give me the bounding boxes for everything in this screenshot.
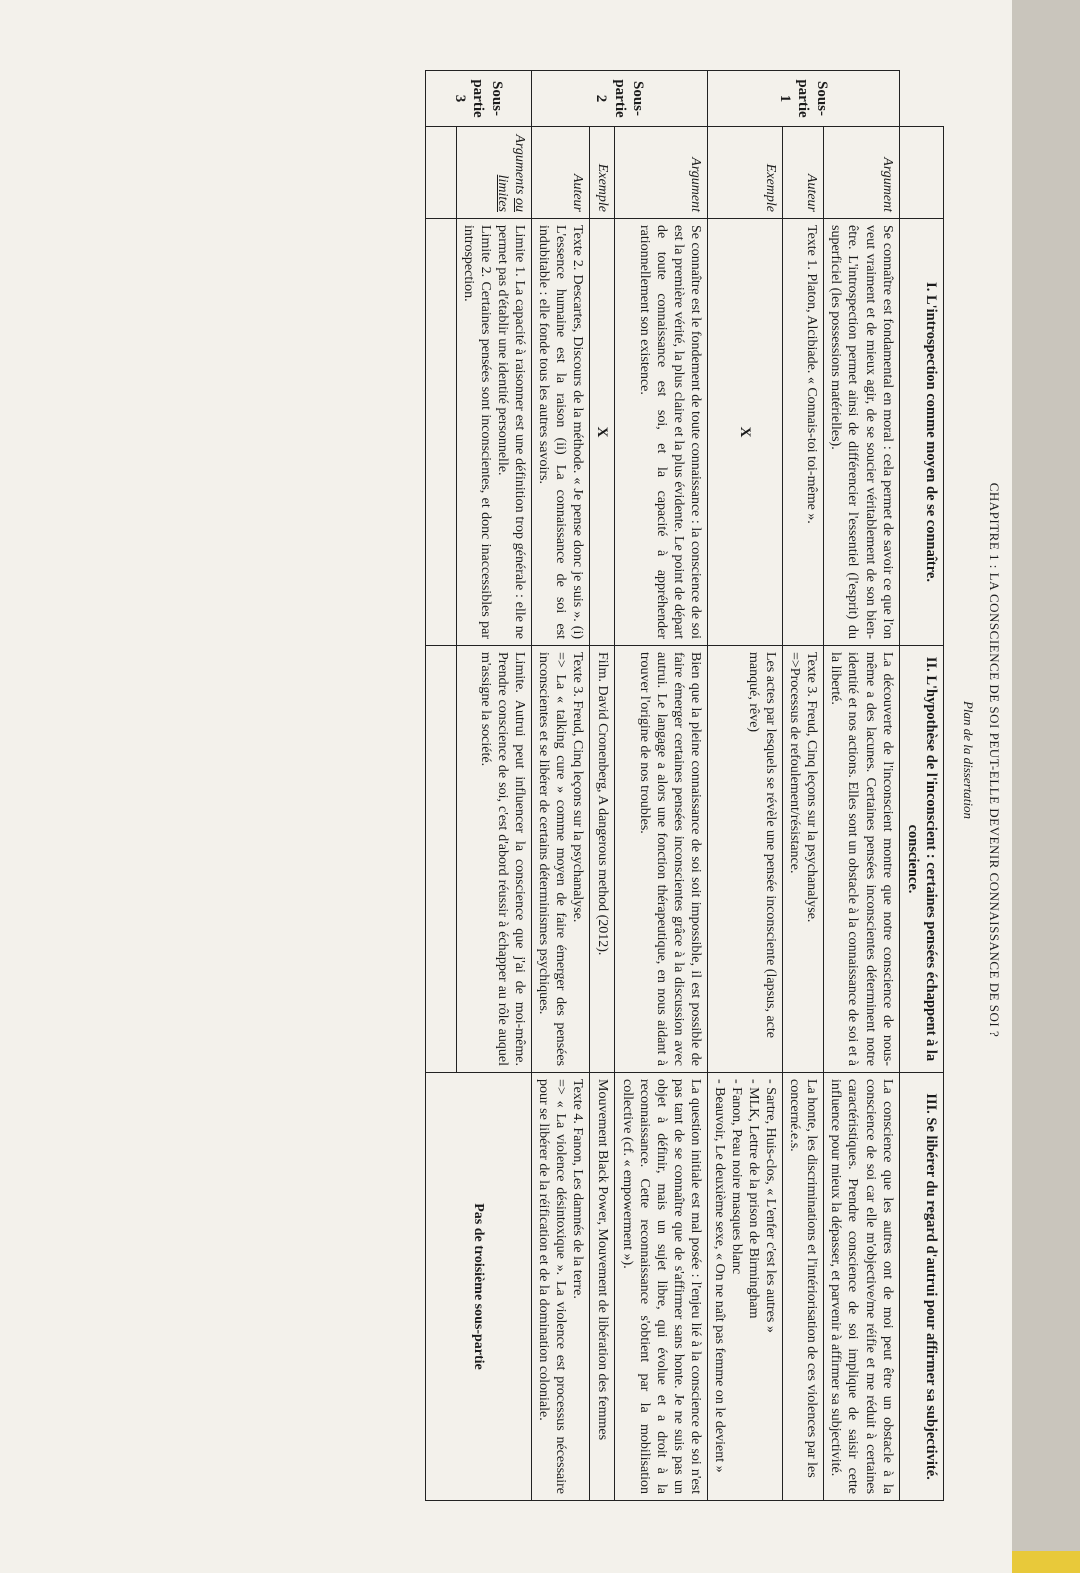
example-fanon: - Fanon, Peau noire masques blanc [729,1079,744,1275]
row-label-exemple: Exemple [707,127,782,219]
header-row [899,71,943,1501]
cell-sp3-limites-2: Limite. Autrui peut influencer la conscience que j'ai de moi-même. Prendre conscience de soi, c'est d'abord réussir à échapper au rôle auquel m'assigne la société. [456,646,531,1073]
document-title: CHAPITRE 1 : LA CONSCIENCE DE SOI PEUT-ELLE DEVENIR CONNAISSANCE DE SOI ? [987,482,1002,1038]
page-edge [1012,0,1080,1573]
column-header-1: I. L'introspection comme moyen de se connaître. [899,219,943,646]
sp2-auteur-row [531,71,589,1501]
freud-note: =>Processus de refoulement/résistance. [787,652,803,874]
row-label-auteur: Auteur [783,127,824,219]
cell-sp1-exemple-1: X [707,219,782,646]
cell-sp2-argument-3: La question initiale est mal posée : l'enjeu lié à la conscience de soi n'est pas tant de se connaître que de s'affirmer sans honte. Je ne suis pas un objet à définir, mais un sujet libre, qui évolue et a droit à la reconnaissance. Cette reconnaissance s'obtient par la mobilisation collective (cf. « empowerment »). [615,1073,707,1501]
row-label-auteur-2: Auteur [531,127,589,219]
limite-1: Limite 1. La capacité à raisonner est une définition trop générale : elle ne permet pas d'établir une identité personnelle. [494,225,527,639]
cell-sp2-exemple-2: Film. David Cronenberg, A dangerous method (2012). [590,646,615,1073]
cell-sp1-auteur-1: Texte 1. Platon, Alcibiade. « Connais-toi toi-même ». [783,219,824,646]
cell-sp2-auteur-3 [531,1073,589,1501]
sp2-exemple-row [590,71,615,1501]
cell-sp2-auteur-1: Texte 2. Descartes, Discours de la méthode. « Je pense donc je suis ». (i) L'essence humaine est la raison (ii) La connaissance de soi est indubitable : elle fonde tous les autres savoirs. [531,219,589,646]
row-label-limites: Arguments ou limites [456,127,531,219]
freud-text-ref-2: Texte 3. Freud, Cinq leçons sur la psychanalyse. [570,652,586,923]
sous-partie-1-label: Sous-partie 1 [707,71,899,127]
freud-text-ref: Texte 3. Freud, Cinq leçons sur la psychanalyse. [804,652,820,923]
document-subtitle: Plan de la dissertation [961,700,976,820]
cell-sp1-auteur-2 [783,646,824,1073]
example-sartre: - Sartre, Huis-clos, « L'enfer c'est les autres » [763,1079,779,1333]
cell-sp1-argument-3: La conscience que les autres ont de moi peut être un obstacle à la conscience de soi car elle m'objective/me réifie et me réduit à certaines caractéristiques. Prendre conscience de soi implique de saisir cette influence pour mieux la dépasser, et parvenir à affirmer sa subjectivité. [824,1073,899,1501]
sous-partie-3-label: Sous-partie 3 [425,71,531,127]
sp1-auteur-row [783,71,824,1501]
dissertation-plan-table [425,70,944,1501]
sp3-limites-row [456,71,531,1501]
row-label-argument-2: Argument [615,127,707,219]
column-header-2: II. L'hypothèse de l'inconscient : certaines pensées échappent à la conscience. [899,646,943,1073]
cell-sp1-argument-1: Se connaître est fondamental en moral : cela permet de savoir ce que l'on veut vraiment et de mieux agir, de se soucier véritablement de son bien-être. L'introspection permet ainsi de différencier l'essentiel (l'esprit) du superficiel (les possessions matérielles). [824,219,899,646]
cell-sp1-auteur-3: La honte, les discriminations et l'intériorisation de ces violences par les concerné.e.s. [783,1073,824,1501]
row-label-exemple-2: Exemple [590,127,615,219]
sp1-argument-row [824,71,899,1501]
example-mlk: - MLK, Lettre de la prison de Birmingham [746,1079,762,1319]
cell-sp2-argument-1: Se connaître est le fondement de toute connaissance : la conscience de soi est la première vérité, la plus claire et la plus évidente. Le point de départ de toute connaissance est soi, et la capacité à appréhender rationnellement son existence. [615,219,707,646]
cell-sp1-exemple-3 [707,1073,782,1501]
row-label-argument: Argument [824,127,899,219]
cell-sp2-exemple-3: Mouvement Black Power, Mouvement de libération des femmes [590,1073,615,1501]
limite-2: Limite 2. Certaines pensées sont inconscientes, et donc inaccessibles par introspection. [460,225,493,639]
cell-sp1-exemple-2: Les actes par lesquels se révèle une pensée inconsciente (lapsus, acte manqué, rêve) [707,646,782,1073]
column-header-3: III. Se libérer du regard d'autrui pour affirmer sa subjectivité. [899,1073,943,1501]
sp2-argument-row [615,71,707,1501]
fanon-text-ref: Texte 4. Fanon, Les damnés de la terre. [570,1079,586,1299]
cell-sp2-argument-2: Bien que la pleine connaissance de soi soit impossible, il est possible de faire émerger certaines pensées inconscientes grâce à la discussion avec autrui. Le langage a alors une fonction thérapeutique, en nous aidant à trouver l'origine de nos troubles. [615,646,707,1073]
fanon-note: => « La violence désintoxique ». La violence est processus nécessaire pour se libérer de la réification et de la domination coloniale. [536,1079,569,1494]
talking-cure-note: => La « talking cure » comme moyen de faire émerger des pensées inconscientes et se libérer de certains déterminismes psychiques. [536,652,569,1066]
cell-sp2-auteur-2 [531,646,589,1073]
example-beauvoir: - Beauvoir, Le deuxième sexe, « On ne naît pas femme on le devient » [711,1079,727,1473]
cell-sp2-exemple-1: X [590,219,615,646]
cell-sp3-limites-1 [456,219,531,646]
sous-partie-2-label: Sous-partie 2 [531,71,707,127]
sp1-exemple-row [707,71,782,1501]
cell-sp3-none: Pas de troisième sous-partie [425,1073,531,1501]
cell-sp1-argument-2: La découverte de l'inconscient montre que notre conscience de nous-même a des lacunes. Certaines pensées inconscientes déterminent notre identité et nos actions. Elles sont un obstacle à la connaissance de soi et à la liberté. [824,646,899,1073]
